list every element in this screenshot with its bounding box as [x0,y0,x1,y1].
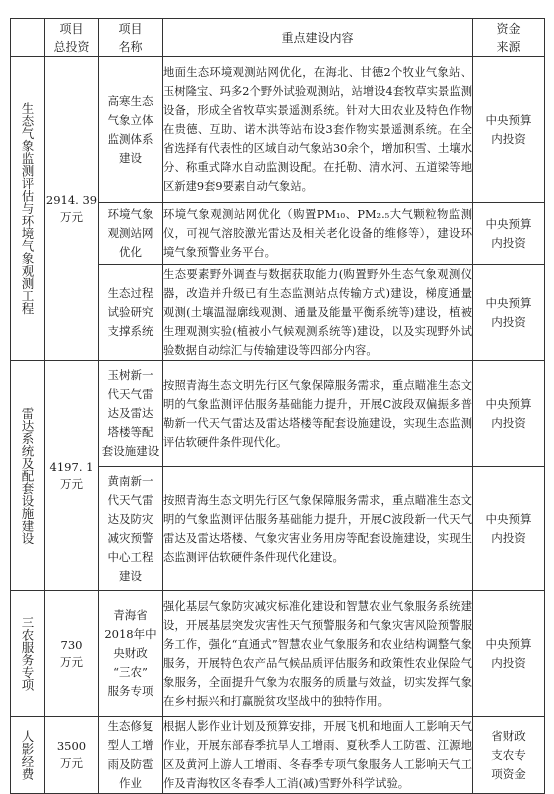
project-content: 按照青海生态文明先行区气象保障服务需求，重点瞄准生态文明的气象监测评估服务基础能力提升，开展C波段新一代天气雷达及雷达塔楼、气象灾害业务用房等配套设施建设，实现生态监测评估软硬件条件现代化建设。 [163,467,473,591]
investment-value: 4197. 1 万元 [49,459,94,491]
header-investment [45,19,99,57]
fund-cell [473,591,545,717]
fund-source: 中央预算 内投资 [485,216,532,250]
project-name: 青海省 2018年中 央财政 “三农” 服务专项 [104,608,157,698]
category-cell [11,361,45,591]
project-content: 根据人影作业计划及预算安排，开展飞机和地面人工影响天气作业，开展东部春季抗旱人工增雨、夏秋季人工防雹、江源地区及黄河上游人工增雨、冬春季专项气象服务人工影响天气工作及青海牧区冬春季人工消(减)雪野外科学试验。 [163,717,473,794]
project-name: 生态过程 试验研究 支撑系统 [107,286,154,338]
investment-value: 2914. 39 万元 [45,192,98,224]
header-name-text: 项目 名称 [118,21,143,54]
header-fund-text: 资金 来源 [496,21,521,54]
investment-cell [45,361,99,591]
investment-cell [45,591,99,717]
project-name-cell [99,203,163,265]
project-name: 玉树新一 代天气雷 达及雷达 塔楼等配 套设施建设 [101,368,160,458]
table-row [11,361,545,467]
investment-cell [45,717,99,794]
fund-cell [473,467,545,591]
category-cell [11,717,45,794]
investment-value: 3500 万元 [56,739,87,770]
project-name-cell [99,467,163,591]
fund-source: 中央预算 内投资 [485,511,532,545]
category-cell [11,57,45,361]
fund-source: 中央预算 内投资 [485,295,532,329]
header-investment-text: 项目 总投资 [53,21,90,54]
header-fund [473,19,545,57]
project-name-cell [99,57,163,203]
project-content: 地面生态环境观测站网优化，在海北、甘德2个牧业气象站、玉树隆宝、玛多2个野外试验观测站，站增设4套牧草实景监测设备，形成全省牧草实景遥测系统。针对大田农业及特色作物在贵德、互助、诺木洪等站布设3套作物实景遥测系统。在全省选择有代表性的区域自动气象站30余个，增加积雪、土壤水分、称重式降水自动监测设配。在托勒、清水河、五道梁等地区新建9套9要素自动气象站。 [163,57,473,203]
fund-cell [473,361,545,467]
project-name: 黄南新一 代天气雷 达及防灾 减灾预警 中心工程 建设 [107,473,154,583]
category-title: 三农服务专项 [20,616,35,691]
investment-value: 730 万元 [60,637,83,669]
investment-cell [45,57,99,361]
project-name: 生态修复 型人工增 雨及防雹 作业 [107,719,154,790]
category-title: 人影经费 [20,730,35,780]
fund-source: 省财政 支农专 项资金 [491,728,526,781]
project-name: 高寒生态 气象立体 监测体系 建设 [107,93,154,165]
fund-cell [473,203,545,265]
project-name-cell [99,361,163,467]
project-content: 强化基层气象防灾减灾标准化建设和智慧农业气象服务系统建设，开展基层突发灾害性天气预警服务和气象灾害风险预警服务工作，强化“直通式”智慧农业气象服务和农业结构调整气象服务，开展特色农产品气候品质评估服务和政策性农业保险气象服务，全面提升气象为农服务的质量与效益，切实发挥气象在乡村振兴和打赢脱贫攻坚战中的独特作用。 [163,591,473,717]
fund-cell [473,265,545,361]
fund-source: 中央预算 内投资 [485,636,532,670]
category-cell [11,591,45,717]
project-name-cell [99,717,163,794]
table-row [11,717,545,794]
fund-cell [473,717,545,794]
table-row [11,57,545,203]
category-title: 生态气象监测评估与环境气象观测工程 [20,102,35,315]
header-category [11,19,45,57]
project-name-cell [99,265,163,361]
fund-source: 中央预算 内投资 [485,112,532,146]
category-title: 雷达系统及配套设施建设 [20,406,35,545]
table-row [11,591,545,717]
project-name-cell [99,591,163,717]
project-content: 环境气象观测站网优化（购置PM₁₀、PM₂.₅大气颗粒物监测仪，可视气溶胶激光雷达及相关老化设备的维修等），建设环境气象预警业务平台。 [163,203,473,265]
fund-source: 中央预算 内投资 [485,396,532,430]
project-table [10,18,545,794]
header-name [99,19,163,57]
project-content: 按照青海生态文明先行区气象保障服务需求，重点瞄准生态文明的气象监测评估服务基础能力提升，开展C波段双偏振多普勒新一代天气雷达及雷达塔楼等配套设施建设，实现生态监测评估软硬件条件现代化。 [163,361,473,467]
project-name: 环境气象 观测站网 优化 [107,207,154,259]
header-content: 重点建设内容 [163,19,473,57]
header-row [11,19,545,57]
project-content: 生态要素野外调查与数据获取能力(购置野外生态气象观测仪器，改造并升级已有生态监测站点传输方式)建设，梯度通量观测(土壤温湿廓线观测、通量及能量平衡系统等)建设，植被生理观测实验(植被小气候观测系统等)建设，以及实现野外试验数据自动综汇与传输建设等四部分内容。 [163,265,473,361]
fund-cell [473,57,545,203]
